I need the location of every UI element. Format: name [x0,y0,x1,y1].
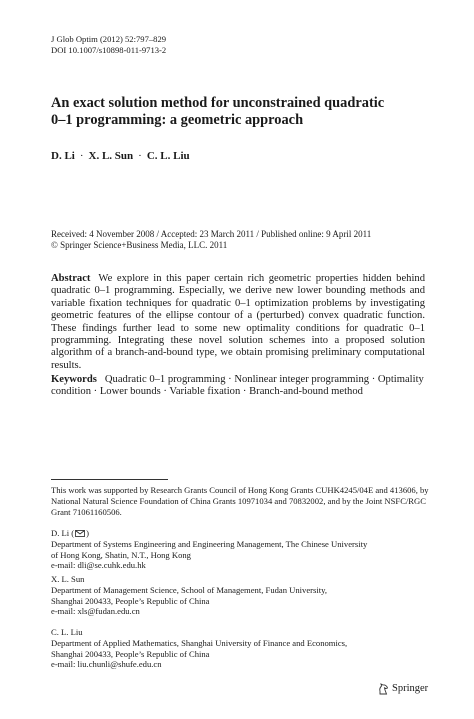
affiliation-line: Department of Applied Mathematics, Shanghai University of Finance and Economics, [51,637,348,648]
abstract-text: We explore in this paper certain rich geometric properties hidden behind quadratic 0–1 programming. Especially, we derive new lower bounding methods and variable fixation techniques for quadratic 0–1 optimization problems by investigating geometric features of the ellipse contour of a (perturbed) convex quadratic function. These findings further lead to some new optimality conditions for quadratic 0–1 programming. Integrating these novel solution schemes into a proposed solution algorithm of a branch-and-bound type, we obtain promising preliminary computational results. [51,273,425,371]
affiliation-liu [51,627,431,670]
title-line-1: An exact solution method for unconstrained quadratic [51,95,385,111]
affiliation-name: D. Li ( ) [51,528,90,538]
author-list [51,150,190,162]
affiliation-sun [51,574,431,617]
author-name: X. L. Sun [51,574,85,584]
springer-knight-icon [378,682,389,695]
keywords [51,374,425,399]
footnote-rule [51,479,168,480]
journal-citation: J Glob Optim (2012) 52:797–829 [51,34,167,44]
copyright-line: © Springer Science+Business Media, LLC. 2011 [51,240,228,251]
funding-footnote: This work was supported by Research Grants Council of Hong Kong Grants CUHK4245/04E and 413606, by National Natural Science Foundation of China Grants 10971034 and 70832002, and by the Joint NSFC/RGC Grant 71061160506. [51,485,429,517]
publication-dates [51,229,371,251]
author-separator: · [138,150,142,162]
affiliation-line: Shanghai 200433, People’s Republic of China [51,595,210,606]
keywords-label: Keywords [51,374,97,385]
envelope-icon [75,530,85,537]
title-line-2: 0–1 programming: a geometric approach [51,112,304,128]
doi: DOI 10.1007/s10898-011-9713-2 [51,45,167,55]
author-2: X. L. Sun [88,150,134,162]
affiliation-email: e-mail: liu.chunli@shufe.edu.cn [51,659,162,670]
publisher-name: Springer [392,683,429,694]
keywords-text: Quadratic 0–1 programming · Nonlinear integer programming · Optimality condition · Lower bounds · Variable fixation · Branch-and-bound method [51,374,424,398]
affiliation-email: e-mail: dli@se.cuhk.edu.hk [51,560,146,571]
publisher-logo [378,682,428,695]
affiliation-line: Department of Systems Engineering and Engineering Management, The Chinese University [51,538,368,549]
affiliation-line: Shanghai 200433, People’s Republic of China [51,648,210,659]
affiliation-email: e-mail: xls@fudan.edu.cn [51,606,140,617]
abstract [51,273,425,372]
affiliation-line: Department of Management Science, School of Management, Fudan University, [51,584,328,595]
abstract-label: Abstract [51,273,91,284]
author-3: C. L. Liu [146,150,190,162]
author-separator: · [79,150,84,162]
affiliation-line: of Hong Kong, Shatin, N.T., Hong Kong [51,549,191,560]
author-1: D. Li [51,150,75,162]
affiliation-li [51,528,431,571]
paper-title [51,95,431,129]
author-name: D. Li [51,528,70,538]
dates-line: Received: 4 November 2008 / Accepted: 23 March 2011 / Published online: 9 April 2011 [51,229,372,239]
author-name: C. L. Liu [51,627,83,637]
